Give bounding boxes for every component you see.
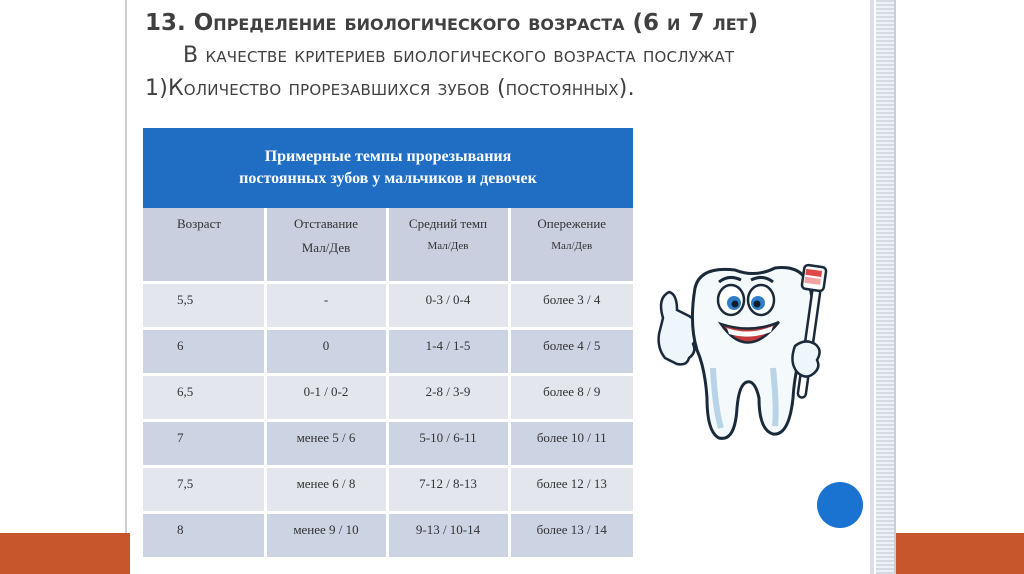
eruption-table [143,128,633,560]
table-heading [143,128,633,208]
cell-lag: 0-1 / 0-2 [265,375,387,421]
col-header-advance: Опережение Мал/Дев [509,208,633,283]
title-subtitle: В качестве критериев биологического возраста послужат [183,43,735,68]
cell-age: 6,5 [143,375,265,421]
cell-average: 1-4 / 1-5 [387,329,509,375]
cell-lag: менее 6 / 8 [265,467,387,513]
cell-average: 0-3 / 0-4 [387,283,509,329]
table-heading-line1: Примерные темпы прорезывания [264,148,512,165]
cell-lag: менее 9 / 10 [265,513,387,559]
cell-advance: более 10 / 11 [509,421,633,467]
blue-circle-decoration [817,482,863,528]
table-row [143,513,633,559]
cell-age: 7,5 [143,467,265,513]
accent-stripe-right [893,533,1024,574]
cell-advance: более 8 / 9 [509,375,633,421]
cell-average: 2-8 / 3-9 [387,375,509,421]
cell-advance: более 4 / 5 [509,329,633,375]
cell-age: 8 [143,513,265,559]
cell-lag: менее 5 / 6 [265,421,387,467]
cell-age: 6 [143,329,265,375]
title-criterion: 1)Количество прорезавшихся зубов (постоянных). [145,76,635,101]
cell-age: 5,5 [143,283,265,329]
col-header-age: Возраст [143,208,265,283]
thumbs-up-hand-icon [659,292,696,364]
cell-average: 9-13 / 10-14 [387,513,509,559]
title-heading: 13. Определение биологического возраста (6 и 7 лет) [145,10,759,36]
right-divider [870,0,874,574]
right-border-pattern [876,0,894,574]
cell-lag: - [265,283,387,329]
table-row [143,467,633,513]
cell-average: 5-10 / 6-11 [387,421,509,467]
cell-average: 7-12 / 8-13 [387,467,509,513]
table-heading-line2: постоянных зубов у мальчиков и девочек [239,170,537,187]
tooth-cartoon-illustration [655,258,835,458]
cell-lag: 0 [265,329,387,375]
cell-advance: более 3 / 4 [509,283,633,329]
column-header-row [143,208,633,283]
cell-advance: более 13 / 14 [509,513,633,559]
cell-advance: более 12 / 13 [509,467,633,513]
table-row [143,421,633,467]
slide-title [145,8,865,104]
data-table [143,208,633,560]
table-row [143,329,633,375]
left-divider [125,0,127,574]
col-header-average: Средний темп Мал/Дев [387,208,509,283]
accent-stripe-left [0,533,130,574]
col-header-lag: Отставание Мал/Дев [265,208,387,283]
cell-age: 7 [143,421,265,467]
right-divider-outer [894,0,896,574]
table-row [143,375,633,421]
table-row [143,283,633,329]
